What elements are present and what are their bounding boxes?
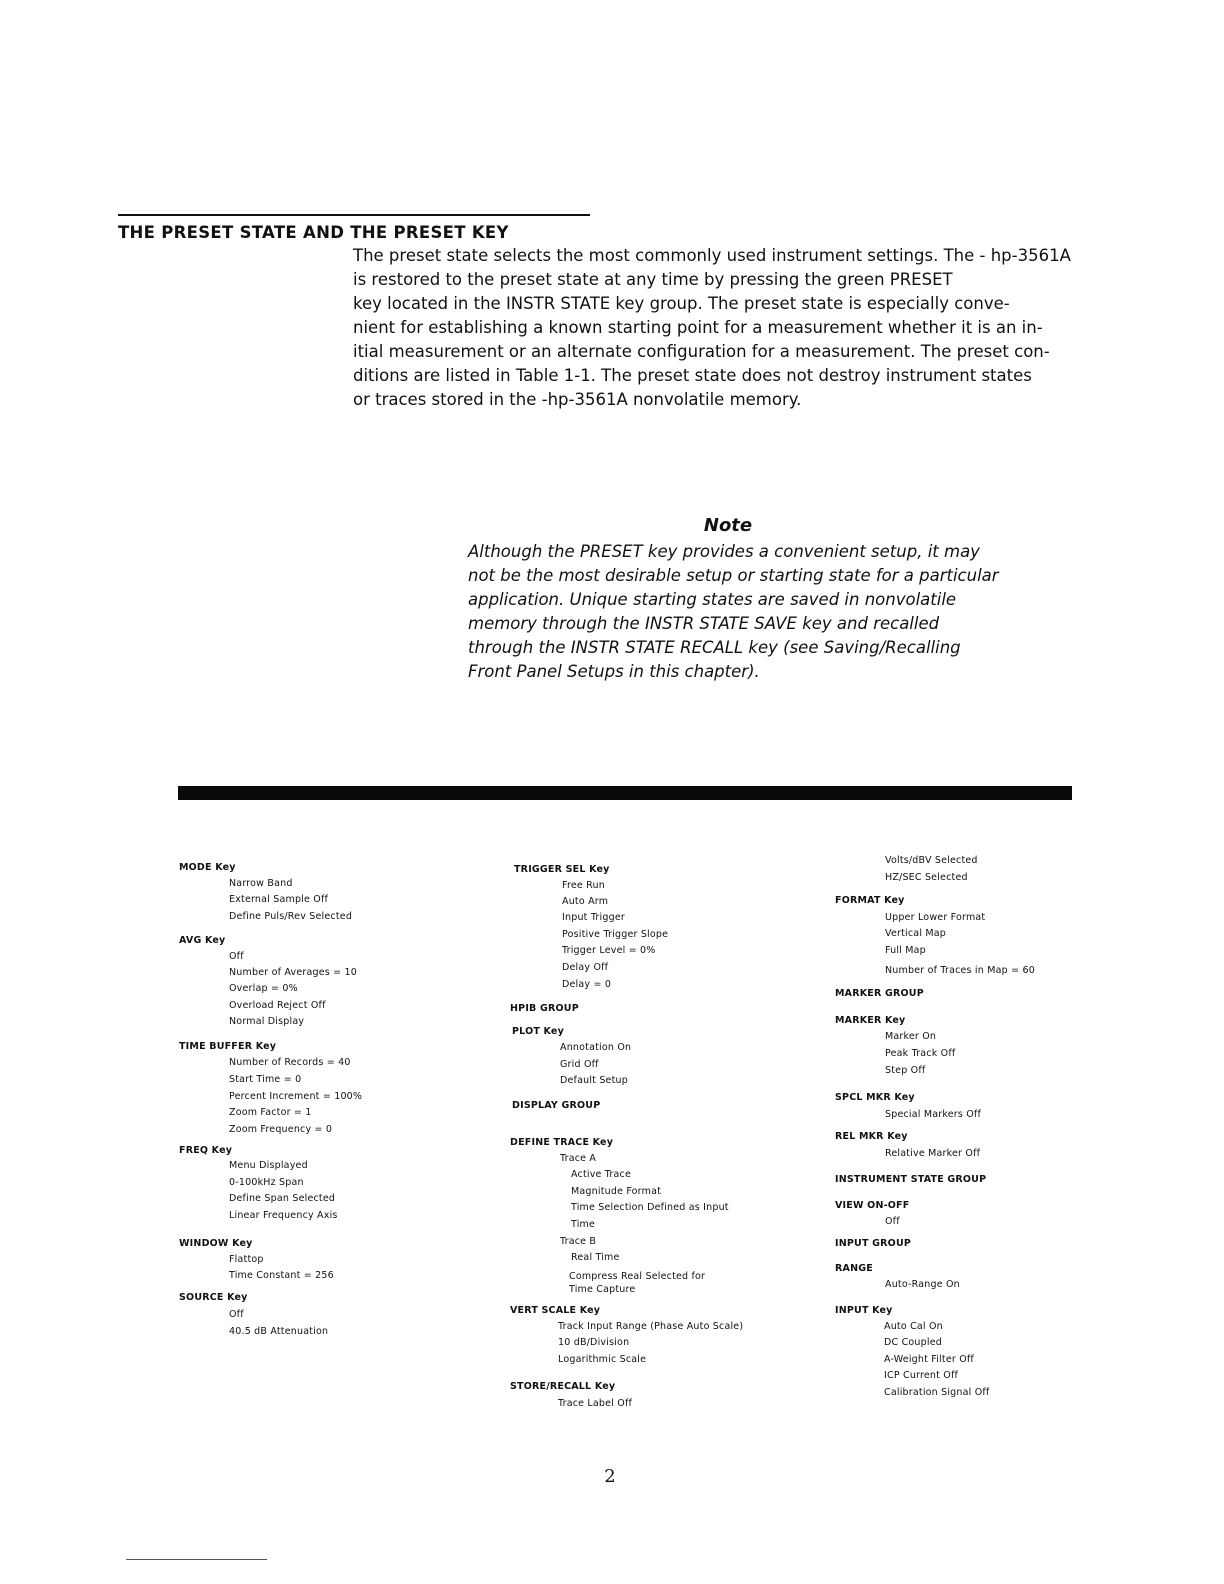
preset-group-heading: INPUT GROUP [835,1238,912,1249]
preset-group-heading: PLOT Key [512,1026,564,1037]
preset-setting: Overlap = 0% [229,983,298,994]
intro-line: key located in the INSTR STATE key group. The preset state is especially conve- [353,294,1010,313]
preset-setting: External Sample Off [229,894,329,905]
preset-setting: Time Selection Defined as Input [571,1202,729,1213]
intro-line: or traces stored in the -hp-3561A nonvolatile memory. [353,390,802,409]
preset-setting: Relative Marker Off [885,1148,981,1159]
preset-group-heading: INSTRUMENT STATE GROUP [835,1174,987,1185]
preset-setting: Annotation On [560,1042,632,1053]
preset-setting: Auto-Range On [885,1279,960,1290]
preset-group-heading: FREQ Key [179,1145,233,1156]
preset-group-heading: SOURCE Key [179,1292,248,1303]
preset-setting: Normal Display [229,1016,305,1027]
preset-setting: Step Off [885,1065,926,1076]
intro-line: itial measurement or an alternate configuration for a measurement. The preset con- [353,342,1050,361]
preset-setting: Number of Traces in Map = 60 [885,965,1035,976]
intro-line: is restored to the preset state at any time by pressing the green PRESET [353,270,953,289]
preset-setting: Upper Lower Format [885,912,986,923]
preset-group-heading: FORMAT Key [835,895,905,906]
preset-setting: Percent Increment = 100% [229,1091,363,1102]
note-line: through the INSTR STATE RECALL key (see Saving/Recalling [468,638,961,657]
preset-group-heading: RANGE [835,1263,873,1274]
table-header-bar [178,786,1072,800]
preset-setting: Volts/dBV Selected [885,855,978,866]
preset-group-heading: INPUT Key [835,1305,893,1316]
preset-setting: Auto Arm [562,896,609,907]
preset-setting: Logarithmic Scale [558,1354,647,1365]
preset-setting: Grid Off [560,1059,599,1070]
preset-setting: Magnitude Format [571,1186,662,1197]
preset-setting: Marker On [885,1031,937,1042]
preset-setting: Off [229,951,244,962]
preset-setting: Peak Track Off [885,1048,956,1059]
preset-setting: Number of Records = 40 [229,1057,351,1068]
preset-setting: 10 dB/Division [558,1337,630,1348]
section-heading: THE PRESET STATE AND THE PRESET KEY [118,223,509,242]
preset-group-heading: SPCL MKR Key [835,1092,915,1103]
note-line: application. Unique starting states are saved in nonvolatile [468,590,957,609]
preset-group-heading: TIME BUFFER Key [179,1041,277,1052]
page-number: 2 [604,1466,616,1487]
preset-group-heading: DEFINE TRACE Key [510,1137,614,1148]
top-rule [118,214,590,216]
preset-setting: Compress Real Selected for [569,1271,706,1282]
note-title: Note [703,515,753,536]
preset-setting: Trigger Level = 0% [562,945,656,956]
preset-setting: ICP Current Off [884,1370,959,1381]
note-line: not be the most desirable setup or starting state for a particular [468,566,999,585]
preset-group-heading: DISPLAY GROUP [512,1100,601,1111]
preset-group-heading: MARKER Key [835,1015,906,1026]
preset-setting: Flattop [229,1254,264,1265]
preset-setting: Track Input Range (Phase Auto Scale) [558,1321,744,1332]
footer-rule [126,1559,267,1560]
preset-setting: Zoom Factor = 1 [229,1107,312,1118]
preset-setting: Define Span Selected [229,1193,336,1204]
preset-group-heading: AVG Key [179,935,226,946]
preset-setting: Auto Cal On [884,1321,943,1332]
note-line: Although the PRESET key provides a convenient setup, it may [468,542,980,561]
preset-setting: Menu Displayed [229,1160,308,1171]
preset-group-heading: TRIGGER SEL Key [514,864,610,875]
preset-setting: Trace A [560,1153,597,1164]
preset-setting: Time [571,1219,596,1230]
preset-setting: 40.5 dB Attenuation [229,1326,329,1337]
preset-setting: Free Run [562,880,605,891]
preset-setting: Vertical Map [885,928,947,939]
preset-setting: 0-100kHz Span [229,1177,304,1188]
preset-setting: A-Weight Filter Off [884,1354,974,1365]
preset-setting: Delay Off [562,962,609,973]
preset-setting: Trace Label Off [558,1398,633,1409]
preset-setting: Delay = 0 [562,979,612,990]
preset-setting: Full Map [885,945,926,956]
preset-group-heading: VERT SCALE Key [510,1305,601,1316]
preset-setting: Off [885,1216,900,1227]
preset-setting: Number of Averages = 10 [229,967,358,978]
intro-line: nient for establishing a known starting point for a measurement whether it is an in- [353,318,1043,337]
preset-setting: HZ/SEC Selected [885,872,968,883]
note-body [468,540,1008,684]
preset-setting: Define Puls/Rev Selected [229,911,353,922]
preset-setting: Time Constant = 256 [229,1270,334,1281]
preset-setting: Active Trace [571,1169,632,1180]
preset-setting: Trace B [560,1236,597,1247]
preset-setting: Real Time [571,1252,620,1263]
preset-setting: Input Trigger [562,912,625,923]
preset-setting: Time Capture [569,1284,636,1295]
preset-setting: Zoom Frequency = 0 [229,1124,333,1135]
preset-setting: Linear Frequency Axis [229,1210,338,1221]
intro-line: The preset state selects the most commonly used instrument settings. The - hp-3561A [353,246,1071,265]
preset-setting: Calibration Signal Off [884,1387,990,1398]
preset-setting: DC Coupled [884,1337,942,1348]
intro-paragraph [353,244,1123,412]
preset-group-heading: STORE/RECALL Key [510,1381,616,1392]
preset-setting: Narrow Band [229,878,293,889]
preset-setting: Overload Reject Off [229,1000,326,1011]
preset-group-heading: WINDOW Key [179,1238,253,1249]
preset-group-heading: REL MKR Key [835,1131,908,1142]
preset-setting: Start Time = 0 [229,1074,302,1085]
intro-line: ditions are listed in Table 1-1. The preset state does not destroy instrument states [353,366,1032,385]
preset-setting: Positive Trigger Slope [562,929,669,940]
preset-setting: Default Setup [560,1075,628,1086]
preset-setting: Special Markers Off [885,1109,982,1120]
preset-group-heading: MODE Key [179,862,236,873]
preset-group-heading: MARKER GROUP [835,988,924,999]
note-line: Front Panel Setups in this chapter). [468,662,760,681]
preset-group-heading: VIEW ON-OFF [835,1200,910,1211]
preset-group-heading: HPIB GROUP [510,1003,579,1014]
preset-setting: Off [229,1309,244,1320]
note-line: memory through the INSTR STATE SAVE key and recalled [468,614,940,633]
